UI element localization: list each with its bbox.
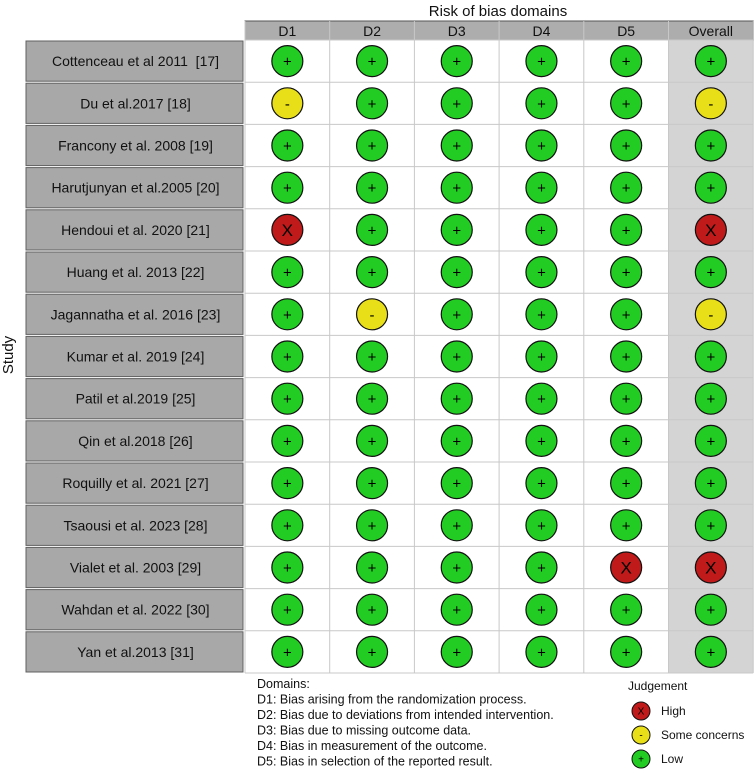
- judgement-symbol: -: [369, 306, 375, 324]
- legend-symbol: +: [638, 754, 644, 766]
- judgement-symbol: +: [706, 475, 716, 493]
- judgement-symbol: +: [537, 180, 546, 198]
- judgement-symbol: +: [706, 644, 716, 662]
- judgement-symbol: +: [452, 180, 462, 198]
- domains-note: [257, 677, 554, 769]
- domain-definition: D1: Bias arising from the randomization process.: [257, 692, 527, 707]
- judgement-symbol: +: [621, 222, 631, 240]
- judgement-symbol: X: [620, 558, 632, 578]
- judgement-symbol: +: [537, 53, 546, 71]
- judgement-symbol: +: [282, 264, 292, 282]
- judgement-symbol: +: [367, 222, 377, 240]
- judgement-symbol: +: [367, 53, 377, 71]
- judgement-symbol: +: [367, 180, 377, 198]
- domain-definition: D5: Bias in selection of the reported result.: [257, 754, 493, 769]
- judgement-symbol: +: [621, 53, 631, 71]
- study-label: Roquilly et al. 2021 [27]: [62, 475, 209, 492]
- judgement-symbol: +: [706, 53, 716, 71]
- legend-symbol: X: [637, 706, 645, 718]
- judgement-symbol: +: [706, 391, 716, 409]
- judgement-symbol: +: [621, 475, 631, 493]
- judgement-symbol: +: [621, 264, 631, 282]
- grid-layer: [245, 21, 753, 673]
- judgement-symbol: +: [706, 602, 716, 620]
- judgement-symbol: +: [621, 138, 631, 155]
- domain-definition: D3: Bias due to missing outcome data.: [257, 723, 472, 738]
- domain-header-overall: Overall: [688, 23, 734, 39]
- judgement-symbol: +: [537, 517, 546, 535]
- judgement-symbol: +: [537, 222, 546, 240]
- study-label: Qin et al.2018 [26]: [78, 432, 193, 449]
- judgement-symbol: +: [452, 475, 462, 493]
- judgement-symbol: +: [282, 349, 292, 366]
- study-label: Jagannatha et al. 2016 [23]: [50, 306, 221, 323]
- judgement-symbol: +: [282, 180, 292, 198]
- chart-title: Risk of bias domains: [428, 3, 568, 20]
- domain-header-d5: D5: [617, 23, 636, 39]
- judgement-symbol: +: [452, 138, 462, 155]
- judgement-symbol: +: [367, 644, 377, 662]
- study-label: Vialet et al. 2003 [29]: [69, 559, 202, 576]
- judgement-symbol: +: [706, 433, 716, 451]
- study-label: Cottenceau et al 2011 [17]: [51, 53, 220, 70]
- judgement-symbol: +: [367, 264, 377, 282]
- judgement-symbol: +: [537, 391, 546, 409]
- judgement-symbol: +: [706, 517, 716, 535]
- domain-definition: D4: Bias in measurement of the outcome.: [257, 739, 487, 753]
- judgement-symbol: +: [537, 138, 546, 155]
- judgement-symbol: +: [452, 644, 462, 662]
- study-label: Kumar et al. 2019 [24]: [66, 348, 205, 365]
- judgement-symbol: +: [452, 602, 462, 620]
- judgement-symbol: +: [452, 306, 462, 324]
- domains-note-heading: Domains:: [257, 677, 310, 691]
- study-label: Yan et al.2013 [31]: [77, 643, 194, 660]
- judgement-symbol: +: [282, 306, 292, 324]
- judgement-symbol: +: [537, 602, 546, 620]
- judgement-symbol: +: [621, 95, 631, 113]
- judgement-legend: [628, 679, 744, 768]
- judgement-symbol: +: [537, 433, 546, 451]
- judgement-symbol: +: [706, 349, 716, 366]
- judgement-symbol: +: [537, 349, 546, 366]
- judgement-symbol: +: [367, 602, 377, 620]
- legend-title: Judgement: [628, 679, 688, 693]
- judgement-symbol: +: [282, 53, 292, 71]
- judgement-symbol: +: [282, 560, 292, 577]
- judgement-symbol: +: [282, 517, 292, 535]
- domain-definition: D2: Bias due to deviations from intended intervention.: [257, 708, 554, 722]
- judgement-symbol: +: [282, 138, 292, 155]
- judgement-symbol: +: [621, 391, 631, 409]
- judgement-symbol: +: [706, 138, 716, 155]
- judgement-symbol: X: [281, 220, 294, 240]
- judgement-symbol: +: [367, 517, 377, 535]
- judgement-symbol: +: [706, 264, 716, 282]
- judgement-symbol: +: [452, 433, 462, 451]
- judgement-symbol: +: [537, 644, 546, 662]
- judgement-symbol: +: [452, 264, 462, 282]
- study-label: Wahdan et al. 2022 [30]: [61, 601, 210, 618]
- judgement-symbol: +: [537, 264, 546, 282]
- y-axis-label: Study: [0, 335, 17, 375]
- judgement-symbol: +: [621, 306, 631, 324]
- judgement-symbol: X: [705, 220, 717, 240]
- judgement-symbol: +: [452, 517, 462, 535]
- judgement-symbol: +: [282, 644, 292, 662]
- judgement-symbol: +: [621, 602, 631, 620]
- judgement-symbol: +: [367, 560, 377, 577]
- judgement-symbol: +: [367, 433, 377, 451]
- judgement-symbol: +: [621, 180, 631, 198]
- judgement-symbol: -: [284, 95, 290, 113]
- study-label-layer: [26, 41, 243, 672]
- domain-header-d1: D1: [278, 23, 297, 39]
- study-label: Patil et al.2019 [25]: [75, 390, 196, 407]
- judgement-symbol: X: [705, 558, 717, 578]
- study-label: Du et al.2017 [18]: [80, 95, 191, 112]
- domain-header-d4: D4: [532, 23, 551, 39]
- judgement-symbol: +: [367, 95, 377, 113]
- study-label: Huang et al. 2013 [22]: [66, 264, 205, 281]
- judgement-symbol: +: [537, 306, 546, 324]
- judgement-symbol: +: [282, 433, 292, 451]
- legend-label-high: High: [661, 704, 686, 718]
- study-label: Francony et al. 2008 [19]: [58, 137, 213, 154]
- judgement-symbol: +: [621, 644, 631, 662]
- judgement-symbol: +: [706, 180, 716, 198]
- judgement-symbol: +: [621, 433, 631, 451]
- judgement-symbol: +: [452, 560, 462, 577]
- legend-label-low: Low: [661, 752, 684, 766]
- domain-header-d3: D3: [447, 23, 466, 39]
- judgement-symbol: +: [282, 475, 292, 493]
- judgement-symbol: +: [621, 517, 631, 535]
- judgement-symbol: +: [367, 349, 377, 366]
- judgement-symbol: +: [452, 391, 462, 409]
- judgement-symbol: +: [452, 53, 462, 71]
- judgement-symbol: +: [367, 138, 377, 155]
- judgement-symbol: +: [621, 349, 631, 366]
- judgement-symbol: +: [537, 95, 546, 113]
- judgement-symbol: +: [537, 560, 546, 577]
- judgement-symbol: +: [367, 475, 377, 493]
- domain-header-d2: D2: [363, 23, 382, 39]
- judgement-symbol: +: [537, 475, 546, 493]
- judgement-symbol: -: [708, 95, 714, 113]
- judgement-symbol: +: [452, 222, 462, 240]
- judgement-symbol: +: [367, 391, 377, 409]
- study-label: Harutjunyan et al.2005 [20]: [51, 179, 220, 196]
- judgement-symbol: +: [452, 349, 462, 366]
- study-label: Tsaousi et al. 2023 [28]: [63, 517, 208, 534]
- judgement-symbol: +: [282, 391, 292, 409]
- legend-symbol: -: [639, 730, 643, 742]
- judgement-symbol: +: [452, 95, 462, 113]
- judgement-symbol: +: [282, 602, 292, 620]
- legend-label-some: Some concerns: [661, 728, 745, 742]
- judgement-symbol: -: [708, 306, 714, 324]
- study-label: Hendoui et al. 2020 [21]: [61, 221, 210, 238]
